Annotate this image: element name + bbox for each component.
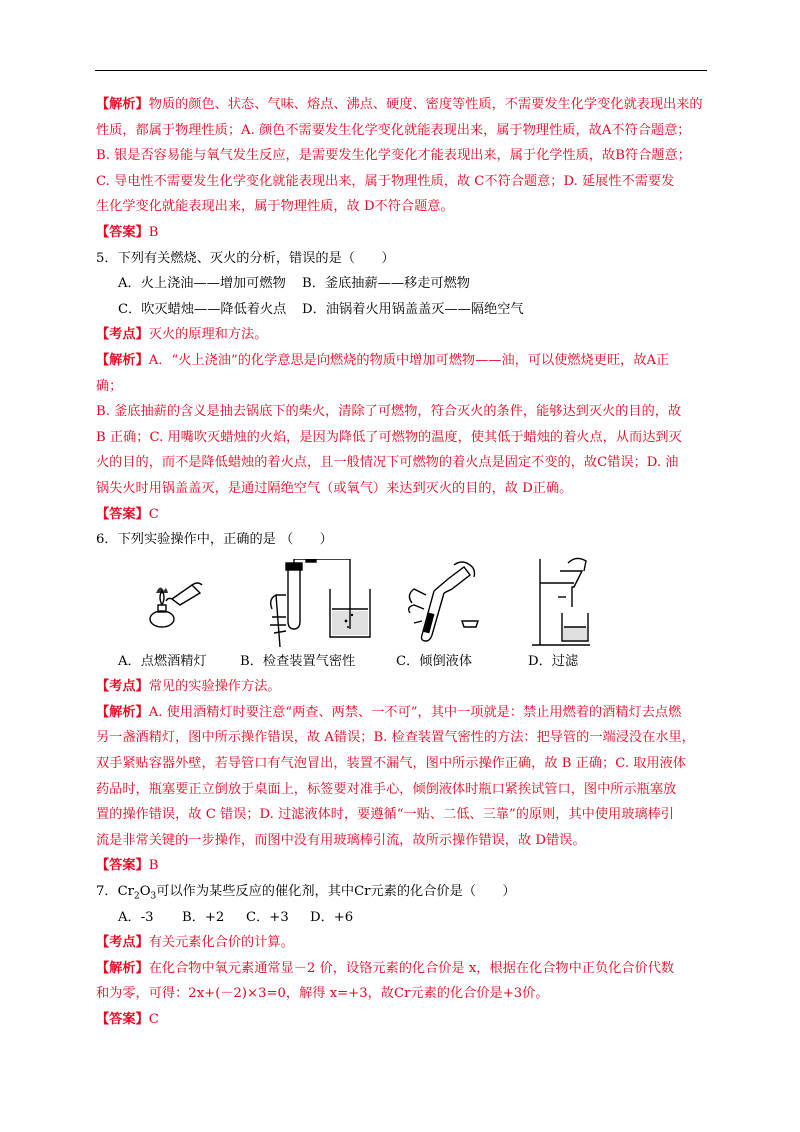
q6-label-c: C．倾倒液体 bbox=[396, 653, 473, 669]
point-tag: 【考点】 bbox=[96, 327, 149, 343]
answer-tag: 【答案】 bbox=[96, 224, 149, 240]
q5-analysis-line: 确； bbox=[96, 378, 123, 394]
q6-analysis-line: 双手紧贴容器外壁，若导管口有气泡冒出，装置不漏气，图中所示操作正确，故 B 正确；C. 取用液体 bbox=[96, 756, 686, 772]
q6-label-d: D．过滤 bbox=[528, 653, 579, 669]
q4-answer bbox=[96, 220, 711, 246]
q7-answer bbox=[96, 1007, 711, 1033]
point-tag: 【考点】 bbox=[96, 679, 149, 695]
q7-analysis: 【解析】在化合物中氧元素通常显－2 价，设铬元素的化合价是 x，根据在化合物中正负化合价代数 bbox=[96, 960, 675, 976]
answer-tag: 【答案】 bbox=[96, 506, 149, 522]
q6-analysis-line: 另一盏酒精灯，图中所示操作错误，故 A错误；B. 检查装置气密性的方法：把导管的一端浸没在水里， bbox=[96, 730, 695, 746]
analysis-tag: 【解析】 bbox=[96, 960, 149, 976]
q4-analysis-line: 生化学变化就能表现出来，属于物理性质，故 D不符合题意。 bbox=[96, 199, 454, 215]
point-tag: 【考点】 bbox=[96, 935, 149, 951]
q6-label-a: A．点燃酒精灯 bbox=[118, 653, 207, 669]
q6-figure-labels bbox=[96, 649, 711, 675]
analysis-tag: 【解析】 bbox=[96, 352, 149, 368]
q5-option-b: B．釜底抽薪——移走可燃物 bbox=[302, 276, 470, 292]
q6-analysis: 【解析】A. 使用酒精灯时要注意“两查、两禁、一不可”，其中一项就是：禁止用燃着的酒精灯去点燃 bbox=[96, 704, 682, 720]
q5-answer bbox=[96, 502, 711, 528]
q5-analysis-line: 火的目的，而不是降低蜡烛的着火点，且一般情况下可燃物的着火点是固定不变的，故C错误；D. 油 bbox=[96, 455, 679, 471]
q4-analysis-line: 性质，都属于物理性质；A. 颜色不需要发生化学变化就能表现出来，属于物理性质，故A不符合题意； bbox=[96, 122, 691, 138]
q7-option-b: B．+2 bbox=[182, 909, 225, 925]
q5-analysis-line: B. 釜底抽薪的含义是抽去锅底下的柴火，清除了可燃物，符合灭火的条件，能够达到灭火的目的，故 bbox=[96, 404, 682, 420]
q5-analysis-line: 锅失火时用锅盖盖灭，是通过隔绝空气（或氧气）来达到灭火的目的，故 D正确。 bbox=[96, 480, 573, 496]
q5-option-c: C．吹灭蜡烛——降低着火点 bbox=[118, 301, 287, 317]
answer-value: C bbox=[148, 506, 159, 522]
header-rule bbox=[95, 70, 707, 71]
q6-analysis-line: 流是非常关键的一步操作，而图中没有用玻璃棒引流，故所示操作错误，故 D错误。 bbox=[96, 832, 586, 848]
q5-stem: 5．下列有关燃烧、灭火的分析，错误的是（ ） bbox=[96, 250, 395, 266]
q6-analysis-line: 置的操作错误，故 C 错误；D. 过滤液体时，要遵循“一贴、二低、三靠”的原则，其中使用玻璃棒引 bbox=[96, 807, 674, 823]
answer-tag: 【答案】 bbox=[96, 858, 149, 874]
q7-options bbox=[96, 905, 711, 931]
answer-value: B bbox=[148, 858, 159, 874]
analysis-tag: 【解析】 bbox=[96, 97, 149, 112]
q4-analysis-line: C. 导电性不需要发生化学变化就能表现出来，属于物理性质，故 C不符合题意；D. 延展性不需要发 bbox=[96, 173, 675, 189]
pouring-liquid-icon bbox=[404, 561, 484, 647]
answer-value: B bbox=[148, 224, 159, 240]
chemical-formula: $Cr_2O_3$ bbox=[117, 884, 157, 902]
q7-point: 【考点】有关元素化合价的计算。 bbox=[96, 935, 294, 951]
q6-label-b: B．检查装置气密性 bbox=[240, 653, 356, 669]
q7-option-d: D．+6 bbox=[310, 909, 354, 925]
q7-stem: 7．$Cr_2O_3$可以作为某些反应的催化剂，其中Cr元素的化合价是（ ） bbox=[96, 884, 516, 902]
q5-point: 【考点】灭火的原理和方法。 bbox=[96, 327, 268, 343]
filtration-icon bbox=[530, 557, 604, 649]
q6-point: 【考点】常见的实验操作方法。 bbox=[96, 679, 281, 695]
answer-tag: 【答案】 bbox=[96, 1012, 149, 1027]
q6-stem: 6．下列实验操作中，正确的是 （ ） bbox=[96, 532, 333, 548]
q5-options-row-2 bbox=[96, 297, 711, 323]
q4-analysis: 【解析】物质的颜色、状态、气味、熔点、沸点、硬度、密度等性质，不需要发生化学变化就表现出来的 bbox=[96, 97, 703, 112]
q5-options-row-1 bbox=[96, 271, 711, 297]
airtightness-check-icon bbox=[266, 559, 376, 647]
q7-option-a: A．-3 bbox=[118, 909, 154, 925]
q5-analysis: 【解析】A．“火上浇油”的化学意思是向燃烧的物质中增加可燃物——油，可以使燃烧更旺，故A正 bbox=[96, 352, 670, 368]
alcohol-lamp-icon bbox=[142, 575, 204, 631]
analysis-tag: 【解析】 bbox=[96, 704, 149, 720]
answer-value: C bbox=[148, 1012, 159, 1027]
q5-option-d: D．油锅着火用锅盖盖灭——隔绝空气 bbox=[302, 301, 524, 317]
q6-analysis-line: 药品时，瓶塞要正立倒放于桌面上，标签要对准手心，倾倒液体时瓶口紧挨试管口，图中所示瓶塞放 bbox=[96, 781, 677, 797]
q6-figures bbox=[96, 557, 711, 649]
q7-analysis-line: 和为零，可得：2x+(－2)×3=0，解得 x=+3，故Cr元素的化合价是+3价。 bbox=[96, 986, 549, 1002]
document-body bbox=[96, 92, 711, 1033]
q7-option-c: C．+3 bbox=[246, 909, 289, 925]
q6-answer bbox=[96, 853, 711, 879]
q5-analysis-line: B 正确；C. 用嘴吹灭蜡烛的火焰，是因为降低了可燃物的温度，使其低于蜡烛的着火点，从而达到灭 bbox=[96, 429, 682, 445]
q4-analysis-line: B. 银是否容易能与氧气发生反应，是需要发生化学变化才能表现出来，属于化学性质，故B符合题意； bbox=[96, 148, 691, 164]
q5-option-a: A．火上浇油——增加可燃物 bbox=[118, 276, 286, 292]
